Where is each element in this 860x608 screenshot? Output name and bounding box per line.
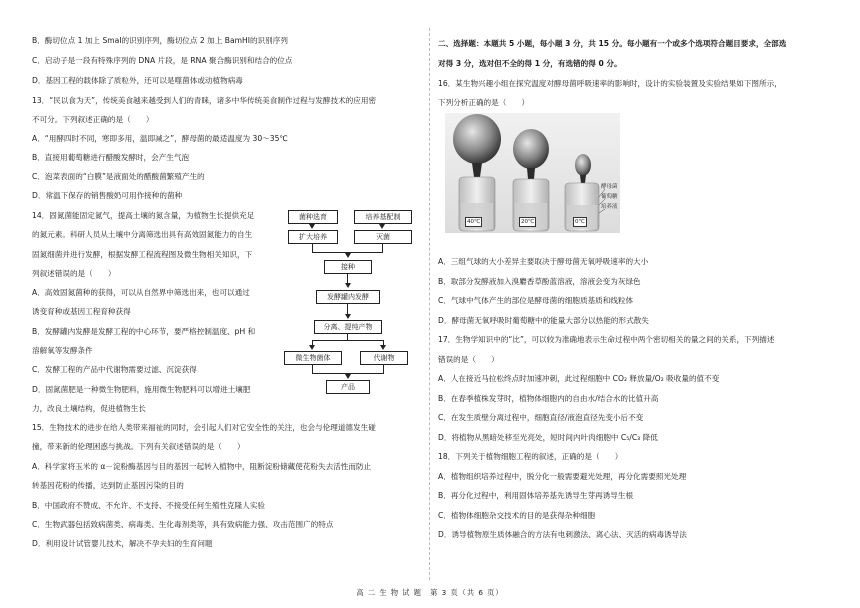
q18-stem: 18．下列关于植物细胞工程的叙述，正确的是（ ） <box>438 452 623 461</box>
fc-strain-selection: 菌种选育 <box>288 210 338 224</box>
q13-stem-1: 13．“民以食为天”，传统美食越来越受到人们的青睐，诸多中华传统美食制作过程与发酵技术的应用密 <box>32 96 377 105</box>
legend-culture-medium: 培养液 <box>601 204 618 210</box>
temp-label-40: 40℃ <box>467 219 481 225</box>
temp-label-20: 20℃ <box>521 219 535 225</box>
q16-stem-1: 16．某生物兴趣小组在探究温度对酵母菌呼吸速率的影响时，设计的实验装置及实验结果如下图所示， <box>438 79 782 88</box>
q14-option-b-2: 溶解氧等发酵条件 <box>32 346 93 355</box>
fc-arrow <box>345 374 351 379</box>
fc-arrow <box>345 253 351 258</box>
legend-glucose: 葡萄糖 <box>601 194 618 200</box>
q14-stem-3: 固氮细菌并进行发酵，根据发酵工程流程图及微生物相关知识，下 <box>32 250 253 259</box>
q15-stem-1: 15．生物技术的进步在给人类带来福祉的同时，会引起人们对它安全性的关注，也会与伦理道德发生碰 <box>32 423 376 432</box>
q16-option-c: C．气球中气体产生的部位是酵母菌的细胞质基质和线粒体 <box>438 296 634 305</box>
fermentation-flowchart <box>284 210 414 396</box>
q13-option-d: D．常温下保存的销售酸奶可用作接种的菌种 <box>32 191 183 200</box>
q14-option-a-1: A．高效固氮菌种的获得，可以从自然界中筛选出来，也可以通过 <box>32 288 250 297</box>
balloon-small <box>575 154 591 176</box>
q15-option-d: D．利用设计试管婴儿技术，解决不孕夫妇的生育问题 <box>32 539 213 548</box>
balloon-medium <box>513 129 549 169</box>
balloon-bottles-illustration <box>445 113 620 233</box>
q16-option-b: B．取部分发酵液加入溴麝香草酚蓝溶液，溶液会变为灰绿色 <box>438 277 641 286</box>
q18-option-a: A．植物组织培养过程中，脱分化一般需要避光处理，再分化需要照光处理 <box>438 472 687 481</box>
fc-arrow <box>380 345 386 350</box>
q12-option-b: B．酶切位点 1 加上 SmaⅠ的识别序列，酶切位点 2 加上 BamHⅠ的识别序列 <box>32 36 288 45</box>
q12-option-c: C．启动子是一段有特殊序列的 DNA 片段，是 RNA 聚合酶识别和结合的位点 <box>32 56 293 65</box>
balloon-large <box>453 114 501 164</box>
q18-option-d: D．诱导植物原生质体融合的方法有电刺激法、离心法、灭活的病毒诱导法 <box>438 530 687 539</box>
section2-heading-2: 对得 3 分，选对但不全的得 1 分，有选错的得 0 分。 <box>438 59 622 68</box>
fc-inoculation: 接种 <box>324 260 372 274</box>
q14-stem-4: 列叙述错误的是（ ） <box>32 269 116 278</box>
balloon-experiment-photo <box>445 113 620 233</box>
q15-stem-2: 撞，带来新的伦理困惑与挑战。下列有关叙述错误的是（ ） <box>32 442 245 451</box>
q14-option-c: C．发酵工程的产品中代谢物需要过滤、沉淀获得 <box>32 365 197 374</box>
q17-stem-1: 17．生物学知识中的“比”，可以较为准确地表示生命过程中两个密切相关的量之间的关系，下列描述 <box>438 335 775 344</box>
q13-option-a: A．“用酵四时不同，寒即多用，温即减之”，酵母菌的最适温度为 30～35℃ <box>32 134 288 143</box>
fc-expansion-culture: 扩大培养 <box>288 230 338 244</box>
q18-option-b: B．再分化过程中，利用固体培养基先诱导生芽再诱导生根 <box>438 491 634 500</box>
column-divider <box>429 28 430 580</box>
section2-heading-1: 二、选择题：本题共 5 小题，每小题 3 分，共 15 分。每小题有一个或多个选项符合题目要求，全部选 <box>438 39 787 48</box>
q14-option-d-2: 力，改良土壤结构，促进植物生长 <box>32 404 146 413</box>
q14-stem-2: 的氮元素。科研人员从土壤中分离筛选出具有高效固氮能力的自生 <box>32 230 253 239</box>
q13-stem-2: 不可分。下列叙述正确的是（ ） <box>32 115 154 124</box>
temp-label-0: 0℃ <box>575 219 585 225</box>
q13-option-b: B．直接用葡萄糖进行醋酸发酵时，会产生气泡 <box>32 153 190 162</box>
q14-option-b-1: B．发酵罐内发酵是发酵工程的中心环节，要严格控制温度、pH 和 <box>32 327 256 336</box>
q17-stem-2: 错误的是（ ） <box>438 355 499 364</box>
fc-separation-purification: 分离、提纯产物 <box>314 320 382 334</box>
q14-stem-1: 14．固氮菌能固定氮气，提高土壤的氮含量，为植物生长提供充足 <box>32 211 255 220</box>
fc-arrow <box>345 314 351 319</box>
fc-medium-preparation: 培养基配制 <box>354 210 412 224</box>
fc-product: 产品 <box>326 380 370 394</box>
q16-option-a: A．三组气球的大小差异主要取决于酵母菌无氧呼吸速率的大小 <box>438 257 649 266</box>
q15-option-a-1: A．科学家将玉米的 α－淀粉酶基因与目的基因一起转入植物中，阻断淀粉储藏使花粉失去活性而防止 <box>32 462 372 471</box>
fc-microbial-cells: 微生物菌体 <box>284 351 342 365</box>
legend-yeast: 酵母菌 <box>601 184 618 190</box>
fc-arrow <box>309 345 315 350</box>
fc-metabolites: 代谢物 <box>360 351 408 365</box>
q15-option-c: C．生物武器包括致病菌类、病毒类、生化毒剂类等，具有致病能力强、攻击范围广的特点 <box>32 520 334 529</box>
page-footer: 高 二 生 物 试 题 第 3 页（共 6 页） <box>356 588 504 597</box>
q18-option-c: C．植物体细胞杂交技术的目的是获得杂种细胞 <box>438 511 596 520</box>
q14-option-a-2: 诱变育种或基因工程育种获得 <box>32 307 131 316</box>
q17-option-a: A．人在接近马拉松终点时加速冲刺，此过程细胞中 CO₂ 释放量/O₂ 吸收量的值不变 <box>438 374 720 383</box>
q15-option-b: B．中国政府不赞成、不允许、不支持、不接受任何生殖性克隆人实验 <box>32 501 266 510</box>
q14-option-d-1: D．固氮菌肥是一种微生物肥料，施用微生物肥料可以增进土壤肥 <box>32 385 251 394</box>
fc-sterilization: 灭菌 <box>354 230 412 244</box>
q16-option-d: D．酵母菌无氧呼吸时葡萄糖中的能量大部分以热能的形式散失 <box>438 316 649 325</box>
fc-arrow <box>309 224 315 229</box>
fc-tank-fermentation: 发酵罐内发酵 <box>316 290 380 304</box>
q16-stem-2: 下列分析正确的是（ ） <box>438 98 530 107</box>
fc-arrow <box>345 283 351 288</box>
q13-option-c: C．泡菜表面的“白膜”是液面处的醋酸菌繁殖产生的 <box>32 172 205 181</box>
q17-option-d: D．将植物从黑暗处移至光亮处，短时间内叶肉细胞中 C₅/C₃ 降低 <box>438 433 658 442</box>
q12-option-d: D．基因工程的载体除了质粒外，还可以是噬菌体或动植物病毒 <box>32 76 243 85</box>
q15-option-a-2: 转基因花粉的传播，达到防止基因污染的目的 <box>32 481 184 490</box>
q17-option-c: C．在发生质壁分离过程中，细胞直径/液泡直径先变小后不变 <box>438 413 644 422</box>
fc-arrow <box>379 224 385 229</box>
q17-option-b: B．在春季植株发芽时，植物体细胞内的自由水/结合水的比值升高 <box>438 394 659 403</box>
